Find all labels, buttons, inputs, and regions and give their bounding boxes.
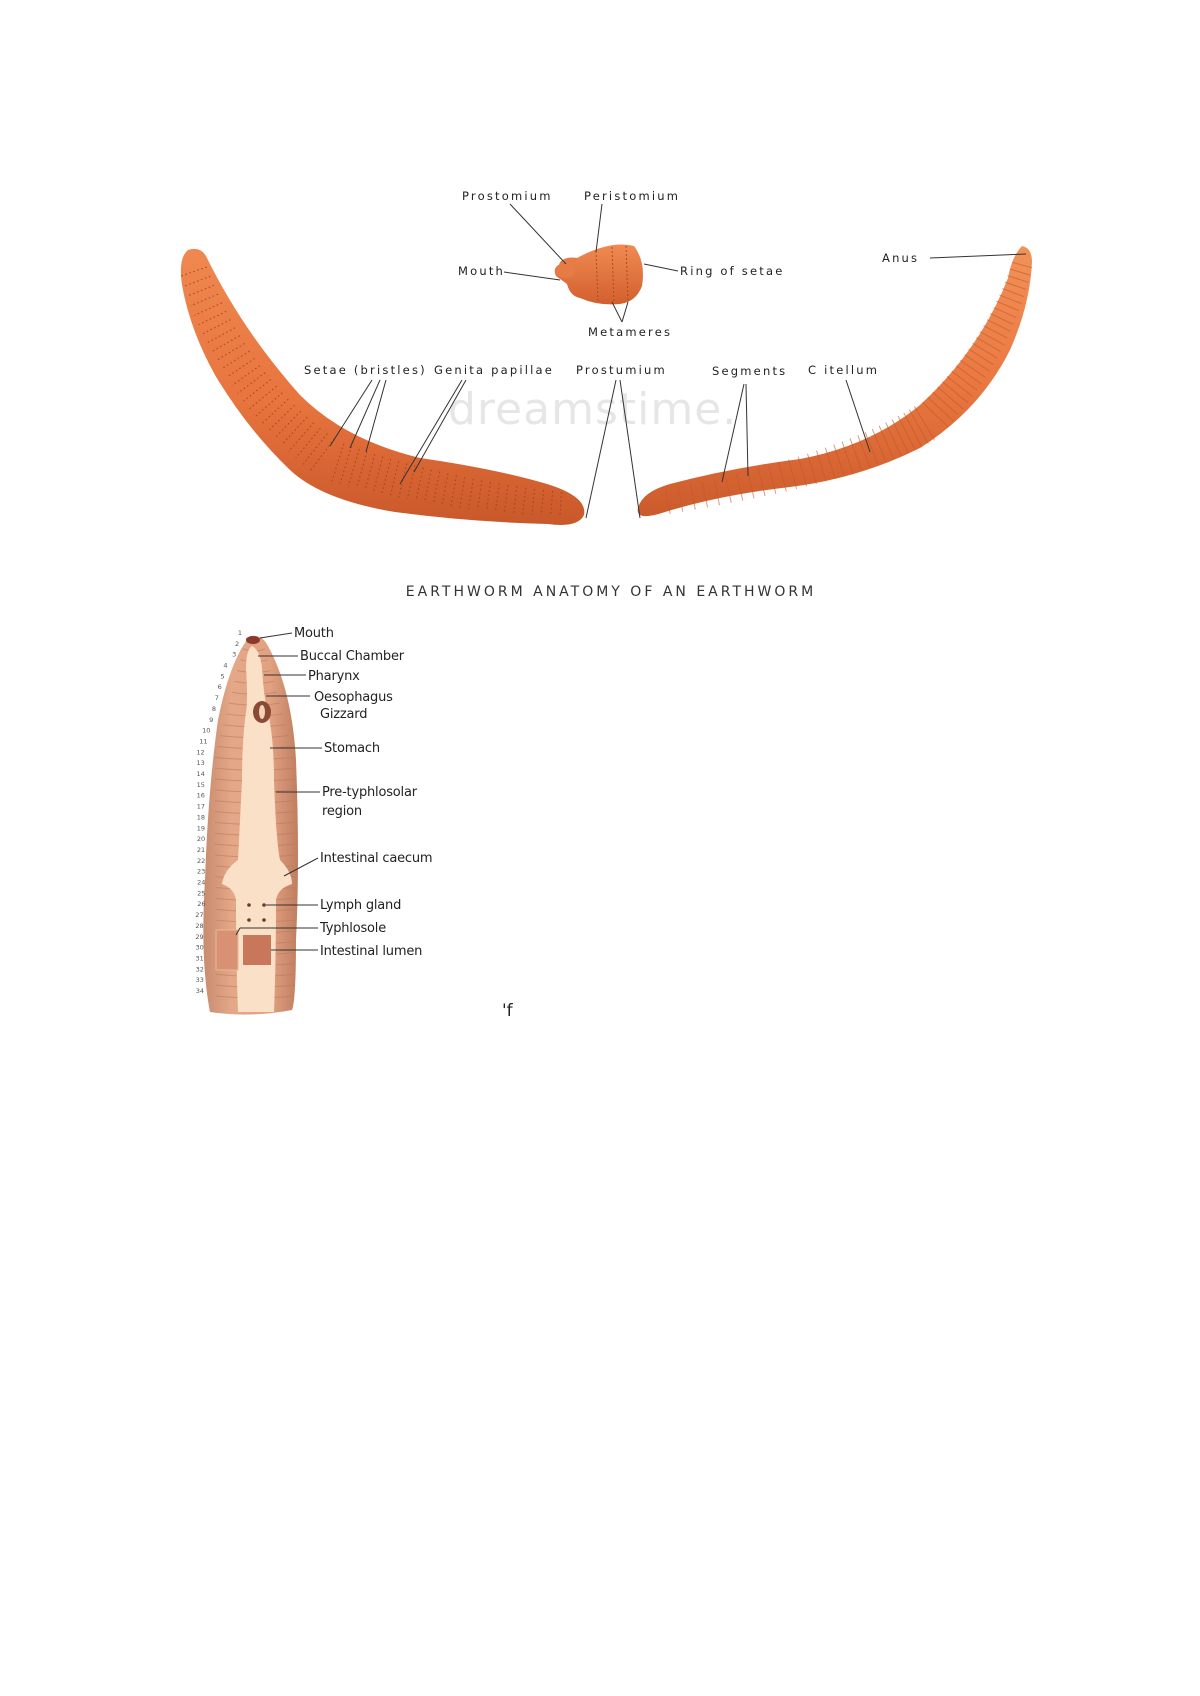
segment-number: 4 xyxy=(223,661,228,670)
segment-number: 27 xyxy=(195,911,204,920)
segment-number: 23 xyxy=(197,867,206,876)
int-label-stomach: Stomach xyxy=(324,741,380,756)
label-ring-of-setae: Ring of setae xyxy=(680,264,785,278)
typhlosole-strip xyxy=(216,930,238,970)
label-segments: Segments xyxy=(712,364,788,378)
segment-number: 19 xyxy=(196,824,206,833)
leader-prostomium-head xyxy=(510,204,566,264)
right-worm-body xyxy=(638,246,1032,516)
int-label-pharynx: Pharynx xyxy=(308,669,360,684)
int-label-gizzard: Gizzard xyxy=(320,707,368,722)
segment-number: 11 xyxy=(199,737,208,746)
right-worm xyxy=(638,246,1032,516)
segment-number: 5 xyxy=(220,672,225,681)
int-label-lymph-gland: Lymph gland xyxy=(320,898,402,913)
segment-number: 3 xyxy=(232,650,237,659)
leader-segments-b xyxy=(746,384,748,476)
leader-metameres-b xyxy=(622,302,628,322)
label-peristomium: Peristomium xyxy=(584,189,681,203)
segment-number: 28 xyxy=(195,921,204,930)
segment-number: 17 xyxy=(196,802,205,811)
internal-anatomy xyxy=(195,626,432,1015)
segment-number: 22 xyxy=(196,856,206,865)
int-label-typhlosole: Typhlosole xyxy=(320,921,387,936)
leader-setae-c xyxy=(366,380,386,452)
segment-number: 12 xyxy=(196,748,205,757)
segment-number: 30 xyxy=(195,943,204,952)
segment-number: 2 xyxy=(235,639,240,648)
int-label-buccal-chamber: Buccal Chamber xyxy=(300,649,404,664)
label-metameres: Metameres xyxy=(588,325,673,339)
label-genital-papillae: Genita papillae xyxy=(434,363,555,377)
leader-mouth xyxy=(504,272,560,280)
label-mouth: Mouth xyxy=(458,264,506,278)
segment-number: 33 xyxy=(195,976,204,985)
segment-number: 6 xyxy=(217,683,222,692)
segment-number: 15 xyxy=(196,780,205,789)
head-closeup xyxy=(555,245,643,305)
segment-number: 14 xyxy=(196,770,205,779)
segment-number: 16 xyxy=(196,791,205,800)
head-prostomium-lobe xyxy=(556,258,577,278)
segment-number: 9 xyxy=(209,715,214,724)
segment-number: 26 xyxy=(197,900,206,909)
segment-number: 7 xyxy=(214,694,219,703)
segment-number: 20 xyxy=(196,835,206,844)
segment-number: 8 xyxy=(211,704,217,713)
int-label-region: region xyxy=(322,804,362,819)
label-setae: Setae (bristles) xyxy=(304,363,427,377)
leader-ring-of-setae xyxy=(644,264,678,271)
diagram-caption: EARTHWORM ANATOMY OF AN EARTHWORM xyxy=(405,584,817,600)
leader-metameres-a xyxy=(612,302,622,322)
segment-number: 32 xyxy=(195,965,204,974)
leader-anus xyxy=(930,254,1026,258)
segment-number: 18 xyxy=(196,813,206,822)
leader-peristomium xyxy=(596,204,602,252)
segment-number: 29 xyxy=(195,932,204,941)
intestinal-lumen-block xyxy=(243,935,271,965)
segment-number: 10 xyxy=(202,726,211,735)
label-prostomium-head: Prostomium xyxy=(462,189,553,203)
label-anus: Anus xyxy=(882,251,920,265)
segment-number: 34 xyxy=(195,987,204,995)
segment-number: 31 xyxy=(195,954,204,963)
segment-number: 24 xyxy=(197,878,206,887)
label-clitellum: C itellum xyxy=(808,363,880,377)
mouth-opening xyxy=(246,636,260,644)
int-label-pre-typhlosolar: Pre-typhlosolar xyxy=(322,785,417,800)
int-label-oesophagus: Oesophagus xyxy=(314,690,393,705)
int-label-intestinal-lumen: Intestinal lumen xyxy=(320,944,423,959)
segment-number: 1 xyxy=(237,629,242,637)
watermark-text: dreamstime. xyxy=(448,384,738,435)
segment-number: 21 xyxy=(196,845,206,854)
lymph-gland-dot xyxy=(247,903,251,907)
int-label-mouth: Mouth xyxy=(294,626,334,641)
leader-clitellum xyxy=(846,380,870,452)
label-prostomium-body: Prostumium xyxy=(576,363,667,377)
segment-number: 13 xyxy=(196,759,205,768)
int-label-intestinal-caecum: Intestinal caecum xyxy=(320,851,433,866)
stray-mark: 'f xyxy=(502,1001,513,1021)
segment-number: 25 xyxy=(197,889,206,898)
